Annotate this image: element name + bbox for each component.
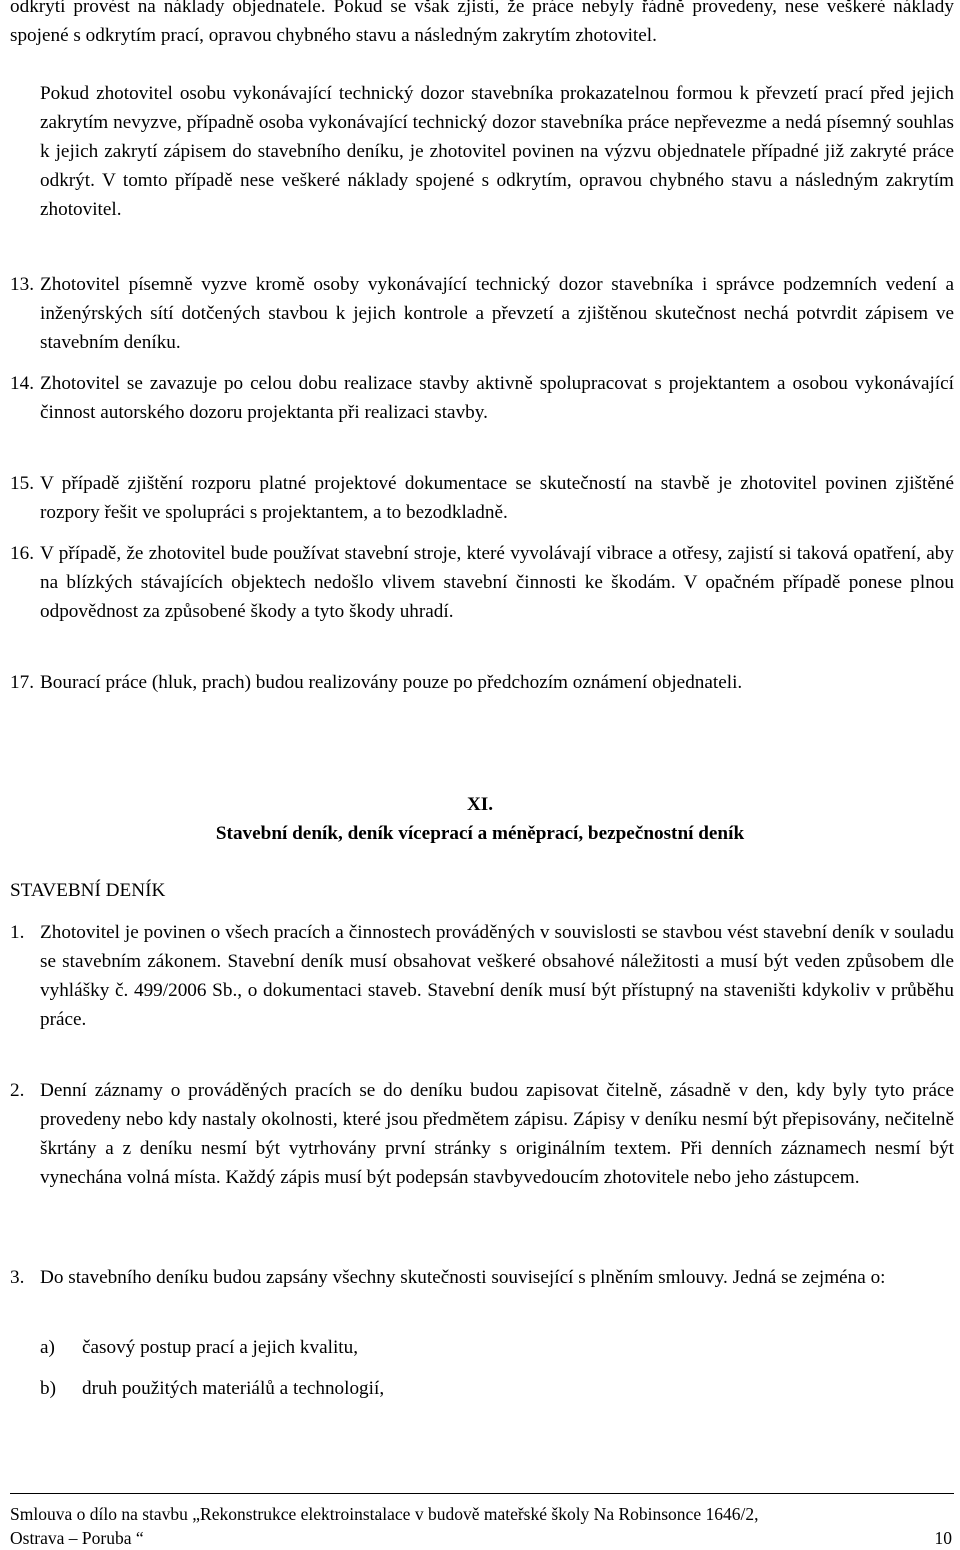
- diary-item-text: Zhotovitel je povinen o všech pracích a činnostech prováděných v souvislosti se stavbou vést stavební deník v souladu se stavebním zákonem. Stavební deník musí obsahovat veškeré obsahové náležitosti a musí být veden způsobem dle vyhlášky č. 499/2006 Sb., o dokumentaci staveb. Stavební deník musí být přístupný na staveništi kdykoliv v průběhu práce.: [40, 922, 954, 1030]
- subitem-text: časový postup prací a jejich kvalitu,: [82, 1337, 359, 1358]
- page-number: 10: [934, 1528, 952, 1548]
- item-text: V případě zjištění rozporu platné projektové dokumentace se skutečností na stavbě je zhotovitel povinen zjištěné rozpory řešit ve spolupráci s projektantem, a to bezodkladně.: [40, 473, 954, 523]
- item-number: 13.: [10, 274, 34, 295]
- item-number: 16.: [10, 543, 34, 564]
- footer-divider: [10, 1493, 954, 1494]
- section-subheading: STAVEBNÍ DENÍK: [10, 880, 166, 901]
- footer-contract-line: Smlouva o dílo na stavbu „Rekonstrukce elektroinstalace v budově mateřské školy Na Robinsonce 1646/2,: [10, 1504, 759, 1524]
- intro-paragraph: odkrytí provést na náklady objednatele. Pokud se však zjistí, že práce nebyly řádně provedeny, nese veškeré náklady spojené s odkrytím prací, opravou chybného stavu a následným zakrytím zhotovitel.: [10, 0, 954, 46]
- diary-item-number: 3.: [10, 1267, 25, 1288]
- intro-continuation: Pokud zhotovitel osobu vykonávající technický dozor stavebníka prokazatelnou formou k převzetí prací před jejich zakrytím nevyzve, případně osoba vykonávající technický dozor stavebníka práce nepřevezme a nedá písemný souhlas k jejich zakrytí zápisem do stavebního deníku, je zhotovitel povinen na výzvu objednatele případné již zakryté práce odkrýt. V tomto případě nese veškeré náklady spojené s odkrytím, opravou chybného stavu a následným zakrytím zhotovitel.: [40, 83, 954, 220]
- item-text: Zhotovitel písemně vyzve kromě osoby vykonávající technický dozor stavebníka i správce podzemních vedení a inženýrských sítí dotčených stavbou k jejich kontrole a převzetí a zjištěnou skutečnost nechá potvrdit zápisem ve stavebním deníku.: [40, 274, 954, 353]
- item-number: 17.: [10, 672, 34, 693]
- item-number: 14.: [10, 373, 34, 394]
- page-footer: [10, 1502, 954, 1550]
- diary-item-text: Do stavebního deníku budou zapsány všechny skutečnosti související s plněním smlouvy. Jedná se zejména o:: [40, 1267, 886, 1288]
- item-text: Zhotovitel se zavazuje po celou dobu realizace stavby aktivně spolupracovat s projektantem a osobou vykonávající činnost autorského dozoru projektanta při realizaci stavby.: [40, 373, 954, 423]
- section-title: Stavební deník, deník víceprací a méněprací, bezpečnostní deník: [215, 823, 745, 844]
- section-number: XI.: [466, 794, 494, 815]
- subitem-label: a): [40, 1337, 55, 1358]
- subitem-text: druh použitých materiálů a technologií,: [82, 1378, 385, 1399]
- item-text: Bourací práce (hluk, prach) budou realizovány pouze po předchozím oznámení objednateli.: [40, 672, 743, 693]
- item-text: V případě, že zhotovitel bude používat stavební stroje, které vyvolávají vibrace a otřesy, zajistí si taková opatření, aby na blízkých stávajících objektech nedošlo vlivem stavební činnosti ke škodám. V opačném případě ponese plnou odpovědnost za způsobené škody a tyto škody uhradí.: [40, 543, 954, 622]
- diary-item-text: Denní záznamy o prováděných pracích se do deníku budou zapisovat čitelně, zásadně v den, kdy byly tyto práce provedeny nebo kdy nastaly okolnosti, které jsou předmětem zápisu. Zápisy v deníku nesmí být přepisovány, nečitelně škrtány a z deníku nesmí být vytrhovány první stránky s originálním textem. Při denních záznamech nesmí být vynechána volná místa. Každý zápis musí být podepsán stavbyvedoucím zhotovitele nebo jeho zástupcem.: [40, 1080, 954, 1188]
- subitem-label: b): [40, 1378, 56, 1399]
- diary-item-number: 1.: [10, 922, 25, 943]
- footer-location-line: Ostrava – Poruba “: [10, 1528, 144, 1548]
- item-number: 15.: [10, 473, 34, 494]
- diary-item-number: 2.: [10, 1080, 25, 1101]
